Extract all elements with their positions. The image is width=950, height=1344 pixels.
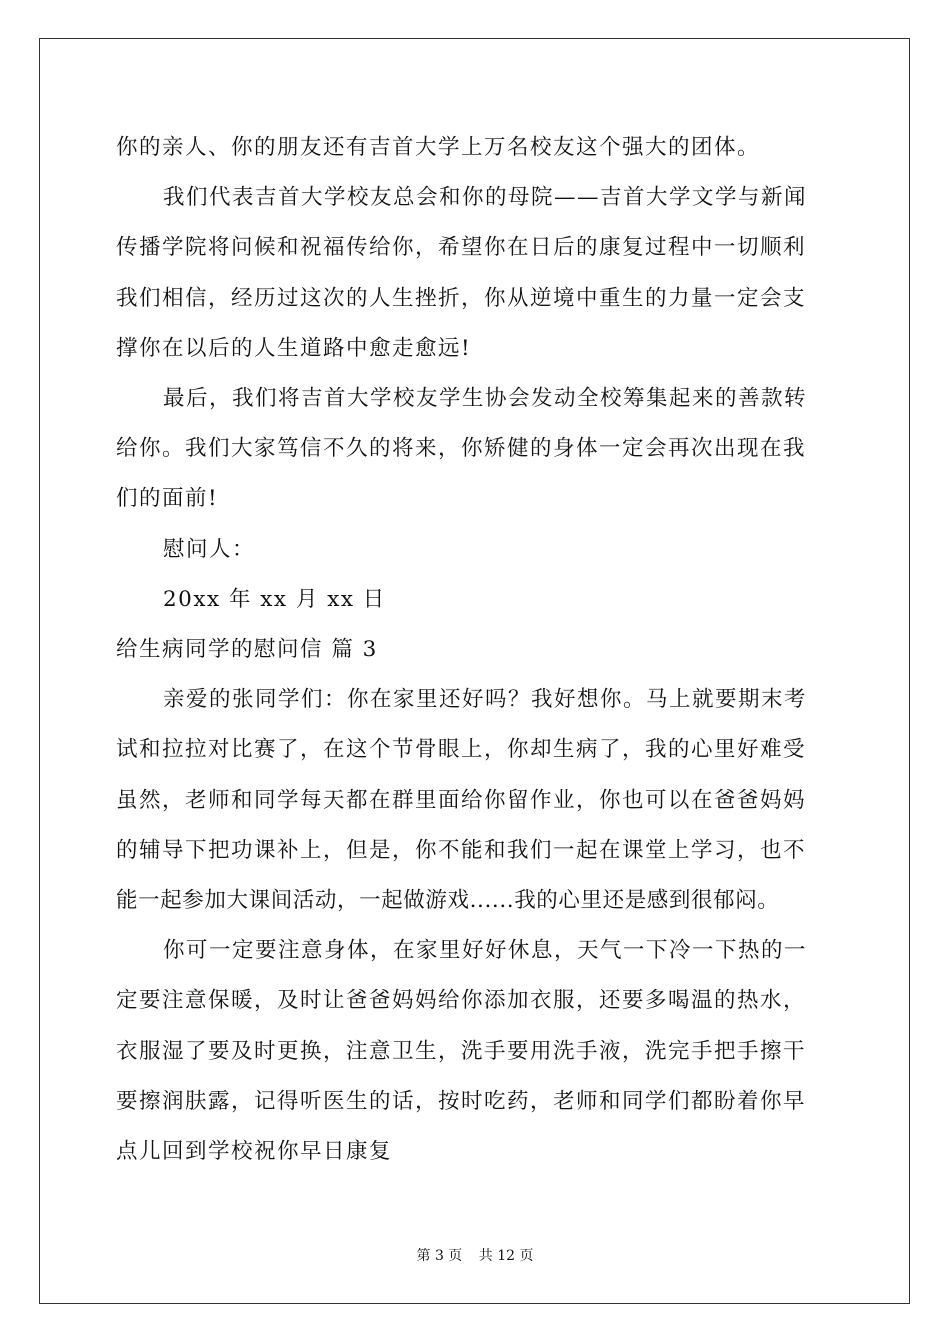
text-line: 能一起参加大课间活动，一起做游戏......我的心里还是感到很郁闷。 [116,888,780,913]
text-line: 定要注意保暖，及时让爸爸妈妈给你添加衣服，还要多喝温的热水， [116,988,807,1013]
text-line: 最后，我们将吉首大学校友学生协会发动全校筹集起来的善款转 [163,386,808,411]
text-line: 我们相信，经历过这次的人生挫折，你从逆境中重生的力量一定会支 [116,286,807,311]
text-line: 虽然，老师和同学每天都在群里面给你留作业，你也可以在爸爸妈妈 [116,788,807,813]
text-line: 的辅导下把功课补上，但是，你不能和我们一起在课堂上学习，也不 [116,838,807,863]
text-line: 你的亲人、你的朋友还有吉首大学上万名校友这个强大的团体。 [116,135,761,160]
text-line: 试和拉拉对比赛了，在这个节骨眼上，你却生病了，我的心里好难受 [116,737,807,762]
text-line: 传播学院将问候和祝福传给你，希望你在日后的康复过程中一切顺利 [116,235,807,260]
text-line: 亲爱的张同学们：你在家里还好吗？我好想你。马上就要期末考 [163,687,808,712]
text-line: 撑你在以后的人生道路中愈走愈远! [116,336,472,361]
text-line: 我们代表吉首大学校友总会和你的母院——吉首大学文学与新闻 [163,185,808,210]
page-total: 共 12 页 [478,1248,534,1264]
text-line: 你可一定要注意身体，在家里好好休息，天气一下冷一下热的一 [163,938,808,963]
section-heading: 给生病同学的慰问信 篇 3 [116,637,378,662]
signature-label: 慰问人： [163,537,256,562]
text-line: 衣服湿了要及时更换，注意卫生，洗手要用洗手液，洗完手把手擦干 [116,1039,807,1064]
text-line: 给你。我们大家笃信不久的将来，你矫健的身体一定会再次出现在我 [116,436,807,461]
page-number: 第 3 页 [416,1248,463,1264]
text-line: 点儿回到学校祝你早日康复 [116,1139,393,1164]
page-footer [0,1246,950,1266]
date-line: 20xx 年 xx 月 xx 日 [163,587,386,612]
text-line: 们的面前! [116,486,219,511]
text-line: 要擦润肤露，记得听医生的话，按时吃药，老师和同学们都盼着你早 [116,1089,807,1114]
